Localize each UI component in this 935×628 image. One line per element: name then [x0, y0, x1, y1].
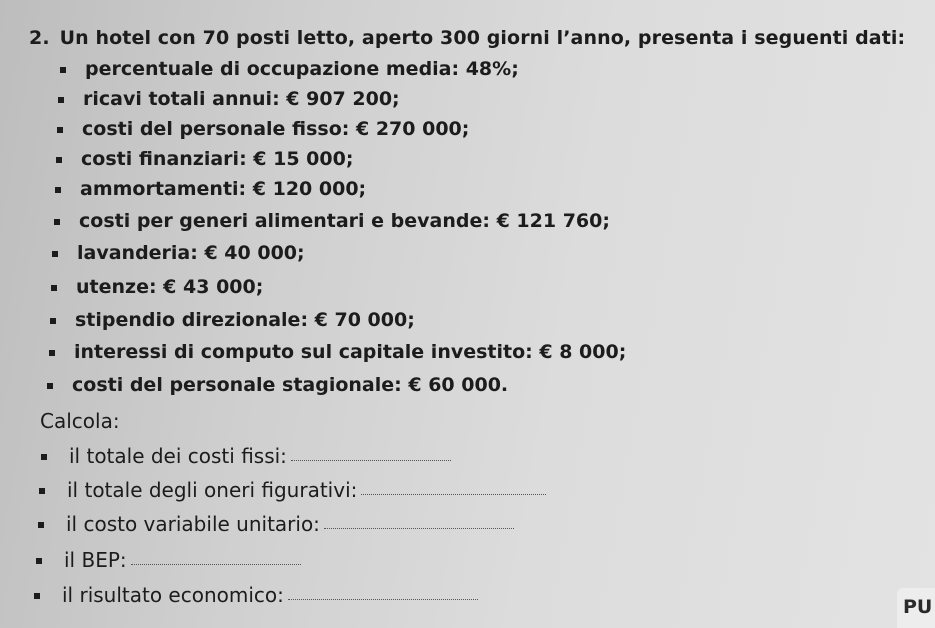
bullet-square-icon — [39, 488, 45, 494]
bullet-square-icon — [49, 350, 55, 356]
data-item: interessi di computo sul capitale investito: € 8 000; — [74, 341, 626, 363]
data-item: costi per generi alimentari e bevande: € 121 760; — [79, 210, 610, 232]
bullet-square-icon — [60, 67, 66, 73]
data-item: percentuale di occupazione media: 48%; — [85, 58, 519, 80]
data-item: lavanderia: € 40 000; — [77, 242, 305, 264]
calcola-heading: Calcola: — [40, 409, 120, 433]
data-item: costi finanziari: € 15 000; — [81, 148, 353, 170]
bullet-square-icon — [41, 454, 47, 460]
bullet-square-icon — [47, 383, 53, 389]
bullet-square-icon — [58, 97, 64, 103]
bullet-square-icon — [55, 187, 61, 193]
calc-item: il totale degli oneri figurativi: — [67, 478, 546, 502]
data-item: ammortamenti: € 120 000; — [80, 178, 366, 200]
calc-item: il costo variabile unitario: — [66, 512, 514, 536]
question-header — [29, 27, 905, 49]
data-item: utenze: € 43 000; — [76, 276, 263, 298]
calc-item: il totale dei costi fissi: — [69, 444, 451, 468]
answer-blank[interactable] — [324, 527, 514, 529]
data-item: ricavi totali annui: € 907 200; — [83, 88, 400, 110]
bullet-square-icon — [50, 318, 56, 324]
data-item: costi del personale fisso: € 270 000; — [82, 118, 469, 140]
answer-blank[interactable] — [291, 459, 451, 461]
bullet-square-icon — [52, 251, 58, 257]
answer-blank[interactable] — [131, 563, 301, 565]
bullet-square-icon — [34, 593, 40, 599]
answer-blank[interactable] — [361, 493, 546, 495]
bullet-square-icon — [51, 285, 57, 291]
corner-text: PU — [903, 596, 933, 618]
answer-blank[interactable] — [288, 598, 478, 600]
bullet-square-icon — [54, 219, 60, 225]
calc-item: il risultato economico: — [62, 583, 478, 607]
corner-tab — [897, 588, 935, 628]
question-text: Un hotel con 70 posti letto, aperto 300 giorni l’anno, presenta i seguenti dati: — [59, 27, 906, 49]
bullet-square-icon — [57, 127, 63, 133]
calc-item: il BEP: — [64, 548, 301, 572]
bullet-square-icon — [56, 157, 62, 163]
data-item: stipendio direzionale: € 70 000; — [75, 309, 415, 331]
question-number: 2. — [29, 27, 50, 49]
data-item: costi del personale stagionale: € 60 000. — [72, 374, 508, 396]
bullet-square-icon — [38, 522, 44, 528]
bullet-square-icon — [36, 558, 42, 564]
